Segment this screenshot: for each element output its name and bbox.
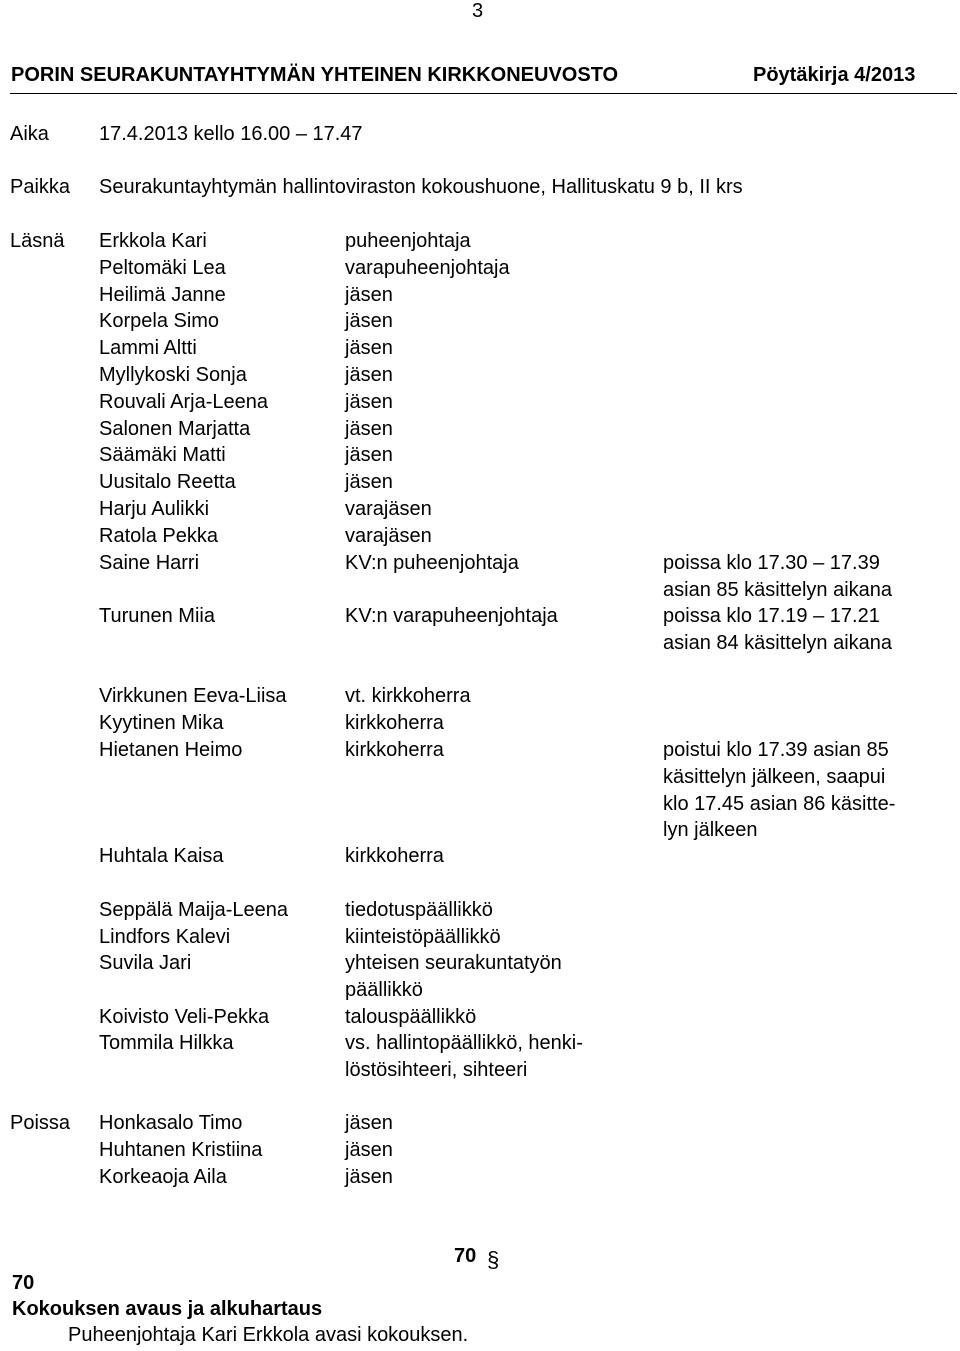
clergy-role: kirkkoherra	[345, 845, 444, 867]
clergy-role: kirkkoherra	[345, 712, 444, 734]
member-name: Uusitalo Reetta	[99, 471, 236, 494]
absent-name: Honkasalo Timo	[99, 1112, 243, 1134]
member-role: jäsen	[345, 283, 393, 306]
member-name: Heilimä Janne	[99, 283, 226, 306]
member-role: varajäsen	[345, 524, 432, 547]
section-mark: 70	[454, 1245, 477, 1267]
clergy-name: Virkkunen Eeva-Liisa	[99, 685, 287, 707]
header-rule	[10, 93, 957, 94]
member-role: jäsen	[345, 310, 393, 333]
paikka-value: Seurakuntayhtymän hallintoviraston kokoushuone, Hallituskatu 9 b, II krs	[99, 176, 743, 198]
clergy-role: vt. kirkkoherra	[345, 685, 471, 707]
member-role: jäsen	[345, 417, 393, 440]
attendance-note: klo 17.45 asian 86 käsitte-	[663, 792, 896, 815]
poissa-label: Poissa	[10, 1112, 71, 1134]
member-name: Erkkola Kari	[99, 230, 207, 252]
page-number: 3	[472, 0, 484, 22]
member-name: Lammi Altti	[99, 337, 197, 360]
attendance-note: asian 85 käsittelyn aikana	[663, 578, 893, 601]
staff-role: tiedotuspäällikkö	[345, 899, 493, 921]
staff-role: päällikkö	[345, 978, 423, 1001]
member-name: Korpela Simo	[99, 310, 220, 333]
member-name: Myllykoski Sonja	[99, 364, 247, 386]
attendance-note: käsittelyn jälkeen, saapui	[663, 765, 886, 788]
staff-name: Koivisto Veli-Pekka	[99, 1006, 270, 1028]
member-role: puheenjohtaja	[345, 230, 471, 252]
staff-role: vs. hallintopäällikkö, henki-	[345, 1032, 583, 1054]
paikka-label: Paikka	[10, 176, 71, 198]
member-name: Peltomäki Lea	[99, 256, 226, 279]
staff-name: Suvila Jari	[99, 952, 192, 974]
staff-role: löstösihteeri, sihteeri	[345, 1058, 528, 1081]
clergy-name: Kyytinen Mika	[99, 712, 224, 734]
kv-name: Saine Harri	[99, 552, 200, 574]
staff-role: talouspäällikkö	[345, 1006, 477, 1028]
staff-name: Seppälä Maija-Leena	[99, 899, 289, 921]
absent-role: jäsen	[345, 1138, 393, 1161]
member-role: varapuheenjohtaja	[345, 256, 510, 279]
aika-label: Aika	[10, 123, 49, 145]
member-name: Harju Aulikki	[99, 498, 210, 520]
clergy-role: kirkkoherra	[345, 739, 444, 761]
section-text: Puheenjohtaja Kari Erkkola avasi kokouksen.	[68, 1324, 469, 1346]
kv-name: Turunen Miia	[99, 605, 215, 627]
member-name: Ratola Pekka	[99, 524, 218, 547]
member-name: Rouvali Arja-Leena	[99, 390, 268, 413]
attendance-note: poissa klo 17.19 – 17.21	[663, 605, 880, 627]
member-name: Säämäki Matti	[99, 444, 226, 467]
kv-role: KV:n varapuheenjohtaja	[345, 605, 558, 627]
section-title: Kokouksen avaus ja alkuhartaus	[12, 1298, 323, 1320]
attendance-note: lyn jälkeen	[663, 819, 758, 842]
member-role: jäsen	[345, 337, 393, 360]
section-number: 70	[12, 1272, 35, 1294]
attendance-note: poistui klo 17.39 asian 85	[663, 739, 889, 761]
member-role: jäsen	[345, 390, 393, 413]
absent-name: Korkeaoja Aila	[99, 1165, 227, 1188]
member-role: varajäsen	[345, 498, 432, 520]
clergy-name: Huhtala Kaisa	[99, 845, 224, 867]
member-name: Salonen Marjatta	[99, 417, 251, 440]
absent-name: Huhtanen Kristiina	[99, 1138, 263, 1161]
absent-role: jäsen	[345, 1165, 393, 1188]
aika-value: 17.4.2013 kello 16.00 – 17.47	[99, 123, 363, 145]
attendance-note: poissa klo 17.30 – 17.39	[663, 552, 880, 574]
kv-role: KV:n puheenjohtaja	[345, 552, 519, 574]
attendance-note: asian 84 käsittelyn aikana	[663, 631, 893, 654]
staff-name: Tommila Hilkka	[99, 1032, 234, 1054]
staff-role: yhteisen seurakuntatyön	[345, 952, 562, 974]
lasna-label: Läsnä	[10, 230, 65, 252]
section-symbol: §	[487, 1247, 500, 1272]
absent-role: jäsen	[345, 1112, 393, 1134]
member-role: jäsen	[345, 471, 393, 494]
clergy-name: Hietanen Heimo	[99, 739, 243, 761]
member-role: jäsen	[345, 444, 393, 467]
document-title: Pöytäkirja 4/2013	[753, 64, 916, 86]
organization-title: PORIN SEURAKUNTAYHTYMÄN YHTEINEN KIRKKONEUVOSTO	[11, 64, 619, 86]
member-role: jäsen	[345, 364, 393, 386]
staff-role: kiinteistöpäällikkö	[345, 926, 501, 948]
staff-name: Lindfors Kalevi	[99, 926, 231, 948]
